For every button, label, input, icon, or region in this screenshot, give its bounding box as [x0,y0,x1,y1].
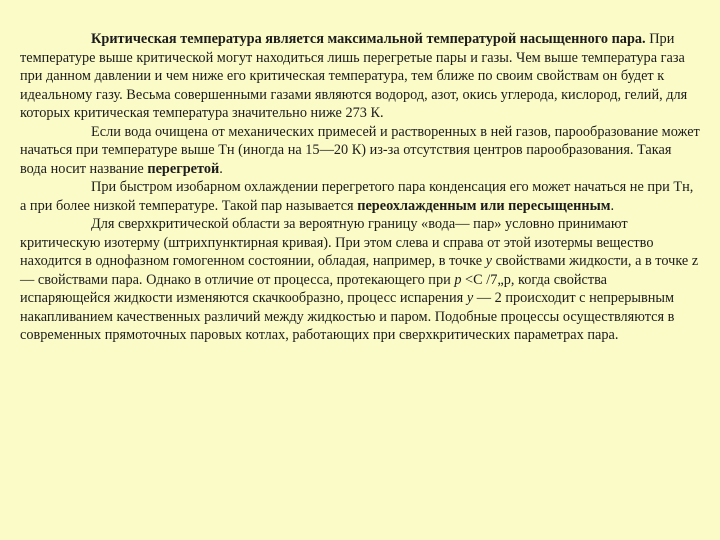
paragraph-supercooled-vapor [20,178,700,215]
text-block [20,30,700,345]
paragraph-text: При температуре выше критической могут находиться лишь перегретые пары и газы. Чем выше температура газа при данном давлении и чем ниже его критическая температура, тем ближе по своим свойствам он будет к идеальному газу. Весьма совершенными газами являются водород, азот, окись углерода, кислород, гелий, для которых критическая температура значительно ниже 273 К. [20,31,688,121]
paragraph-text: Если вода очищена от механических примесей и растворенных в ней газов, парообразование может начаться при температуре выше Тн (иногда на 15—20 К) из-за отсутствия центров парообразования. Такая вода носит название [20,123,700,177]
bold-term-supercooled: переохлажденным или пересыщенным [357,197,611,214]
bold-definition: Критическая температура является максимальной температурой насыщенного пара. [91,31,646,47]
paragraph-supercritical-region [20,215,700,345]
paragraph-text: При быстром изобарном охлаждении перегретого пара конденсация его может начаться не при Тн, а при более низкой температуре. Такой пар называется [20,179,694,214]
variable-y: у [485,253,492,269]
paragraph-text: <С /7„р, когда свойства испаряющейся жидкости изменяются скачкообразно, процесс испарения [20,271,608,306]
paragraph-text: свойствами жидкости, а в точке z — свойствами пара. Однако в отличие от процесса, протекающего при [20,253,699,288]
paragraph-text: — 2 происходит с непрерывным накапливанием качественных различий между жидкостью и паром. Подобные процессы осуществляются в современных прямоточных паровых котлах, работающих при сверхкритических параметрах пара. [20,290,675,343]
paragraph-end: . [219,160,223,177]
paragraph-superheated-water [20,123,700,179]
paragraph-text: Для сверхкритической области за вероятную границу «вода— пар» условно принимают критическую изотерму (штрихпунктирная кривая). При этом слева и справа от этой изотермы вещество находится в однофазном гомогенном состоянии, обладая, например, в точке [20,216,654,269]
bold-term-superheated: перегретой [147,160,220,177]
variable-p: р [454,271,462,288]
paragraph-end: . [610,197,615,214]
variable-y: у [466,290,474,306]
paragraph-critical-temperature [20,30,700,123]
